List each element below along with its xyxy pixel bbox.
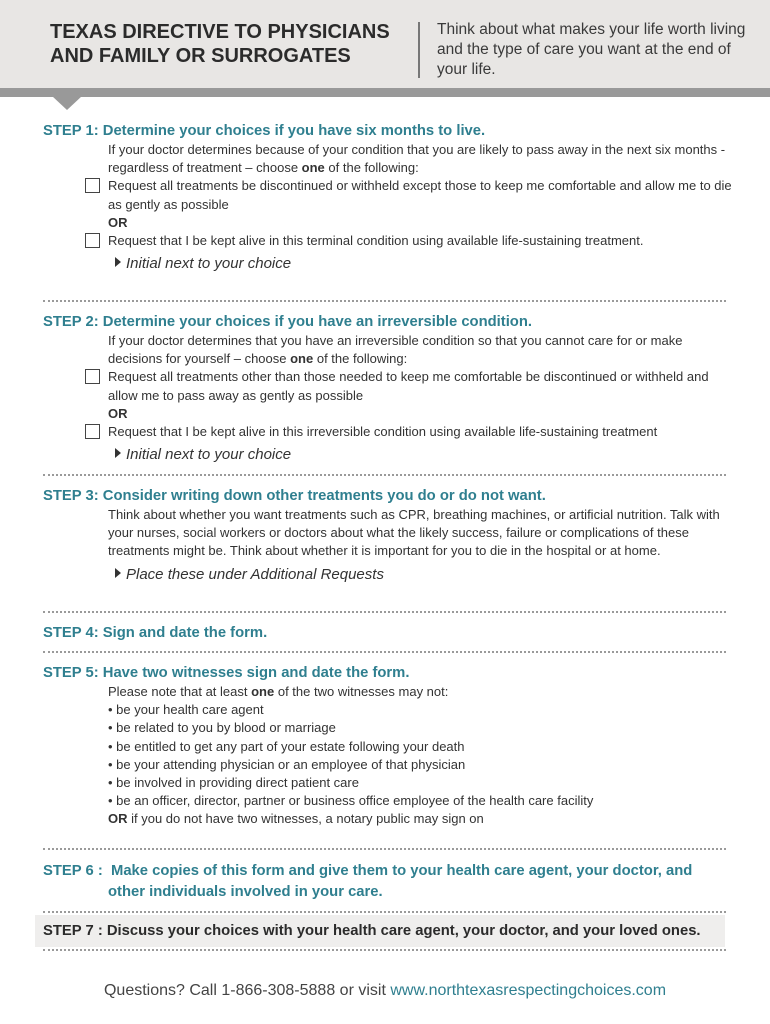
dotted-divider — [43, 911, 726, 913]
step-1-option-2-checkbox[interactable] — [85, 233, 100, 248]
step-2-option-1 — [108, 368, 733, 404]
step-5-title: STEP 5: Have two witnesses sign and date the form. — [43, 665, 410, 681]
dotted-divider — [43, 848, 726, 850]
step-2-option-1-label: Request all treatments other than those needed to keep me comfortable be discontinued or withheld and allow me to pass away as gently as possible — [108, 369, 709, 403]
step-1-option-1-label: Request all treatments be discontinued or withheld except those to keep me comfortable and allow me to die as gently as possible — [108, 178, 732, 212]
website-link[interactable]: www.northtexasrespectingchoices.com — [390, 982, 667, 999]
step-1 — [43, 122, 733, 274]
step-1-option-1 — [108, 177, 733, 213]
list-item: • be involved in providing direct patient care — [108, 775, 359, 791]
footer — [0, 982, 770, 1000]
step-3-body: Think about whether you want treatments such as CPR, breathing machines, or artificial nutrition. Talk with your nurses, social workers or doctors about what the likely success, failure or complications of these treatments might be. Think about whether it is important for you to die in the hospital or at home. — [108, 507, 720, 559]
dotted-divider — [43, 611, 726, 613]
step-2-option-2 — [108, 423, 733, 441]
step-2-option-1-checkbox[interactable] — [85, 369, 100, 384]
step-6 — [43, 862, 733, 902]
step-5-body — [108, 683, 733, 829]
step-7-title: STEP 7 : Discuss your choices with your health care agent, your doctor, and your loved ones. — [43, 923, 701, 939]
triangle-right-icon — [115, 568, 121, 578]
step-3-instruction: Place these under Additional Requests — [115, 565, 733, 585]
step-1-option-1-checkbox[interactable] — [85, 178, 100, 193]
step-2-body — [108, 332, 733, 441]
step-2-option-2-checkbox[interactable] — [85, 424, 100, 439]
dotted-divider — [43, 949, 726, 951]
step-7 — [35, 915, 725, 947]
step-1-intro: If your doctor determines because of your condition that you are likely to pass away in the next six months - regardless of treatment – choose one of the following: — [108, 142, 726, 176]
header-divider — [418, 22, 420, 78]
step-1-title: STEP 1: Determine your choices if you have six months to live. — [43, 123, 486, 139]
step-4 — [43, 624, 733, 643]
step-5-notary-note: OR if you do not have two witnesses, a notary public may sign on — [108, 811, 484, 827]
step-2-or: OR — [108, 405, 128, 421]
step-6-number: STEP 6 : — [43, 863, 103, 879]
step-1-body — [108, 141, 733, 250]
step-6-title — [43, 862, 733, 881]
step-2 — [43, 313, 733, 465]
list-item: • be your attending physician or an employee of that physician — [108, 756, 466, 772]
header-bar — [0, 88, 770, 97]
step-5 — [43, 664, 733, 829]
page-header — [0, 0, 770, 88]
step-2-instruction: Initial next to your choice — [115, 445, 733, 465]
list-item: • be related to you by blood or marriage — [108, 720, 336, 736]
step-1-or: OR — [108, 214, 128, 230]
triangle-right-icon — [115, 448, 121, 458]
step-6-title-line-2: other individuals involved in your care. — [108, 884, 383, 900]
form-title: TEXAS DIRECTIVE TO PHYSICIANS AND FAMILY OR SURROGATES — [50, 21, 390, 67]
dotted-divider — [43, 474, 726, 476]
step-3 — [43, 487, 733, 585]
list-item: • be entitled to get any part of your estate following your death — [108, 738, 465, 754]
footer-text: Questions? Call 1-866-308-5888 or visit — [103, 982, 391, 999]
step-2-title: STEP 2: Determine your choices if you have an irreversible condition. — [43, 314, 532, 330]
step-1-option-2 — [108, 232, 733, 250]
step-5-intro: Please note that at least one of the two witnesses may not: — [108, 684, 449, 699]
list-item: • be your health care agent — [108, 702, 264, 718]
step-6-line-1: Make copies of this form and give them to your health care agent, your doctor, and — [111, 863, 693, 879]
step-3-title: STEP 3: Consider writing down other treatments you do or do not want. — [43, 488, 546, 504]
step-2-intro: If your doctor determines that you have an irreversible condition so that you cannot care for or make decisions for yourself – choose one of the following: — [108, 333, 683, 367]
header-tagline: Think about what makes your life worth living and the type of care you want at the end of your life. — [437, 21, 746, 78]
list-item: • be an officer, director, partner or business office employee of the health care facility — [108, 793, 594, 809]
header-pointer-icon — [52, 96, 82, 110]
dotted-divider — [43, 300, 726, 302]
step-4-title: STEP 4: Sign and date the form. — [43, 625, 268, 641]
dotted-divider — [43, 651, 726, 653]
step-1-option-2-label: Request that I be kept alive in this terminal condition using available life-sustaining treatment. — [108, 233, 644, 249]
step-2-option-2-label: Request that I be kept alive in this irreversible condition using available life-sustaining treatment — [108, 424, 658, 440]
triangle-right-icon — [115, 257, 121, 267]
step-1-instruction: Initial next to your choice — [115, 254, 733, 274]
